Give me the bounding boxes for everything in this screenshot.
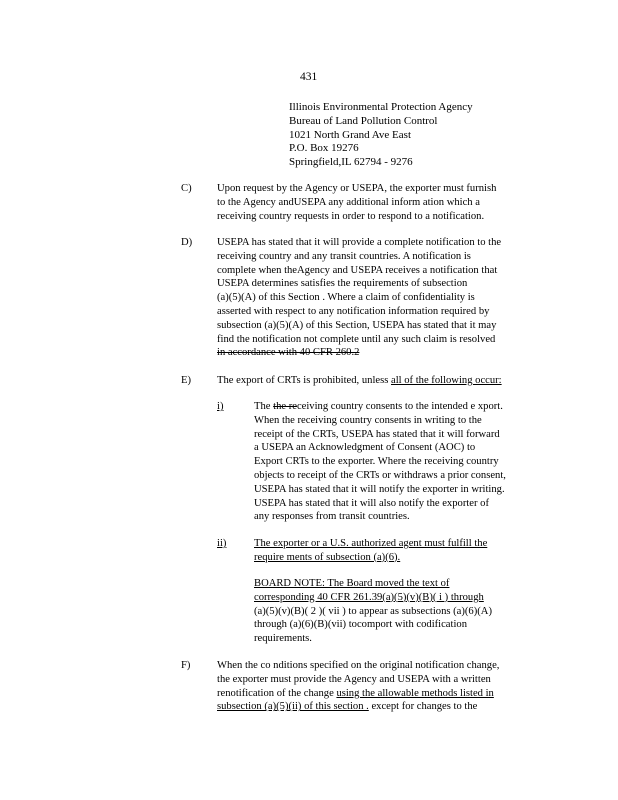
text-line: USEPA has stated that it will also notify the exporter of	[254, 497, 489, 509]
underlined-text: subsection (a)(5)(ii) of this section .	[217, 701, 369, 713]
page-number: 431	[300, 71, 318, 83]
text-line: The exporter or a U.S. authorized agent must fulfill the	[254, 538, 488, 549]
section-label: C)	[181, 183, 192, 194]
text-line: complete when theAgency and USEPA receives a notification that	[217, 264, 498, 276]
section-label: F)	[181, 660, 191, 671]
item-label: ii)	[217, 538, 227, 549]
text-line: When the receiving country consents in writing to the	[254, 414, 482, 426]
address-line: Bureau of Land Pollution Control	[289, 114, 438, 127]
mailing-address	[289, 101, 473, 170]
text-line: receiving country requests in order to respond to a notification.	[217, 210, 485, 222]
address-line: 1021 North Grand Ave East	[289, 128, 411, 141]
text-line: the exporter must provide the Agency and USEPA with a written	[217, 673, 491, 685]
intro-text: The export of CRTs is prohibited, unless	[217, 375, 391, 386]
text-line: When the co nditions specified on the original notification change,	[217, 660, 500, 671]
struck-text-line: in accordance with 40 CFR 260.2	[217, 347, 360, 359]
text-line: USEPA has stated that it will notify the exporter in writing.	[254, 483, 505, 495]
text-line: Export CRTs to the exporter. Where the receiving country	[254, 456, 499, 468]
text-line: a USEPA an Acknowledgment of Consent (AOC) to	[254, 442, 476, 454]
text-line	[254, 400, 534, 414]
text-line: receipt of the CRTs, USEPA has stated that it will forward	[254, 428, 500, 440]
text-line: USEPA has stated that it will provide a complete notification to the	[217, 237, 502, 248]
text-fragment: The	[254, 401, 274, 412]
text-fragment: ceiving country consents to the intended e xport.	[296, 401, 503, 412]
underlined-text: all of the following occur:	[391, 375, 502, 386]
section-text	[217, 236, 542, 360]
text-line	[217, 700, 542, 714]
text-line: find the notification not complete until any such claim is resolved	[217, 333, 496, 345]
text-line: corresponding 40 CFR 261.39(a)(5)(v)(B)( i ) through	[254, 591, 484, 603]
text-line: (a)(5)(A) of this Section . Where a claim of confidentiality is	[217, 292, 475, 304]
text-fragment: renotification of the change	[217, 687, 337, 699]
text-line: Upon request by the Agency or USEPA, the exporter must furnish	[217, 183, 497, 194]
board-note-text	[254, 577, 534, 646]
underlined-text: using the allowable methods listed in	[336, 687, 494, 699]
section-text	[217, 182, 542, 223]
section-label: D)	[181, 237, 193, 248]
text-line: to the Agency andUSEPA any additional inform ation which a	[217, 196, 480, 208]
text-line: receiving country and any transit countries. A notification is	[217, 250, 471, 262]
text-line: objects to receipt of the CRTs or withdraws a prior consent,	[254, 469, 506, 481]
text-line: through (a)(6)(B)(vii) tocomport with codification	[254, 619, 467, 631]
section-text	[217, 374, 542, 388]
address-line: Springfield,IL 62794 - 9276	[289, 156, 413, 169]
item-text	[254, 400, 534, 524]
text-line	[217, 687, 542, 701]
text-line: USEPA determines satisfies the requirements of subsection	[217, 278, 468, 290]
text-line: requirements.	[254, 633, 312, 645]
text-line: (a)(5)(v)(B)( 2 )( vii ) to appear as subsections (a)(6)(A)	[254, 605, 492, 617]
section-label: E)	[181, 375, 191, 386]
address-line: Illinois Environmental Protection Agency	[289, 101, 473, 113]
address-line: P.O. Box 19276	[289, 142, 359, 155]
item-text	[254, 537, 534, 565]
text-line: BOARD NOTE: The Board moved the text of	[254, 578, 450, 589]
text-line: any responses from transit countries.	[254, 511, 410, 523]
section-text	[217, 659, 542, 714]
item-label: i)	[217, 401, 224, 412]
text-fragment: except for changes to the	[368, 701, 478, 713]
text-line: require ments of subsection (a)(6).	[254, 551, 401, 563]
text-line: asserted with respect to any notification information required by	[217, 305, 490, 317]
text-line: subsection (a)(5)(A) of this Section, USEPA has stated that it may	[217, 319, 497, 331]
struck-text: the re	[273, 401, 297, 412]
text-line	[217, 374, 542, 388]
